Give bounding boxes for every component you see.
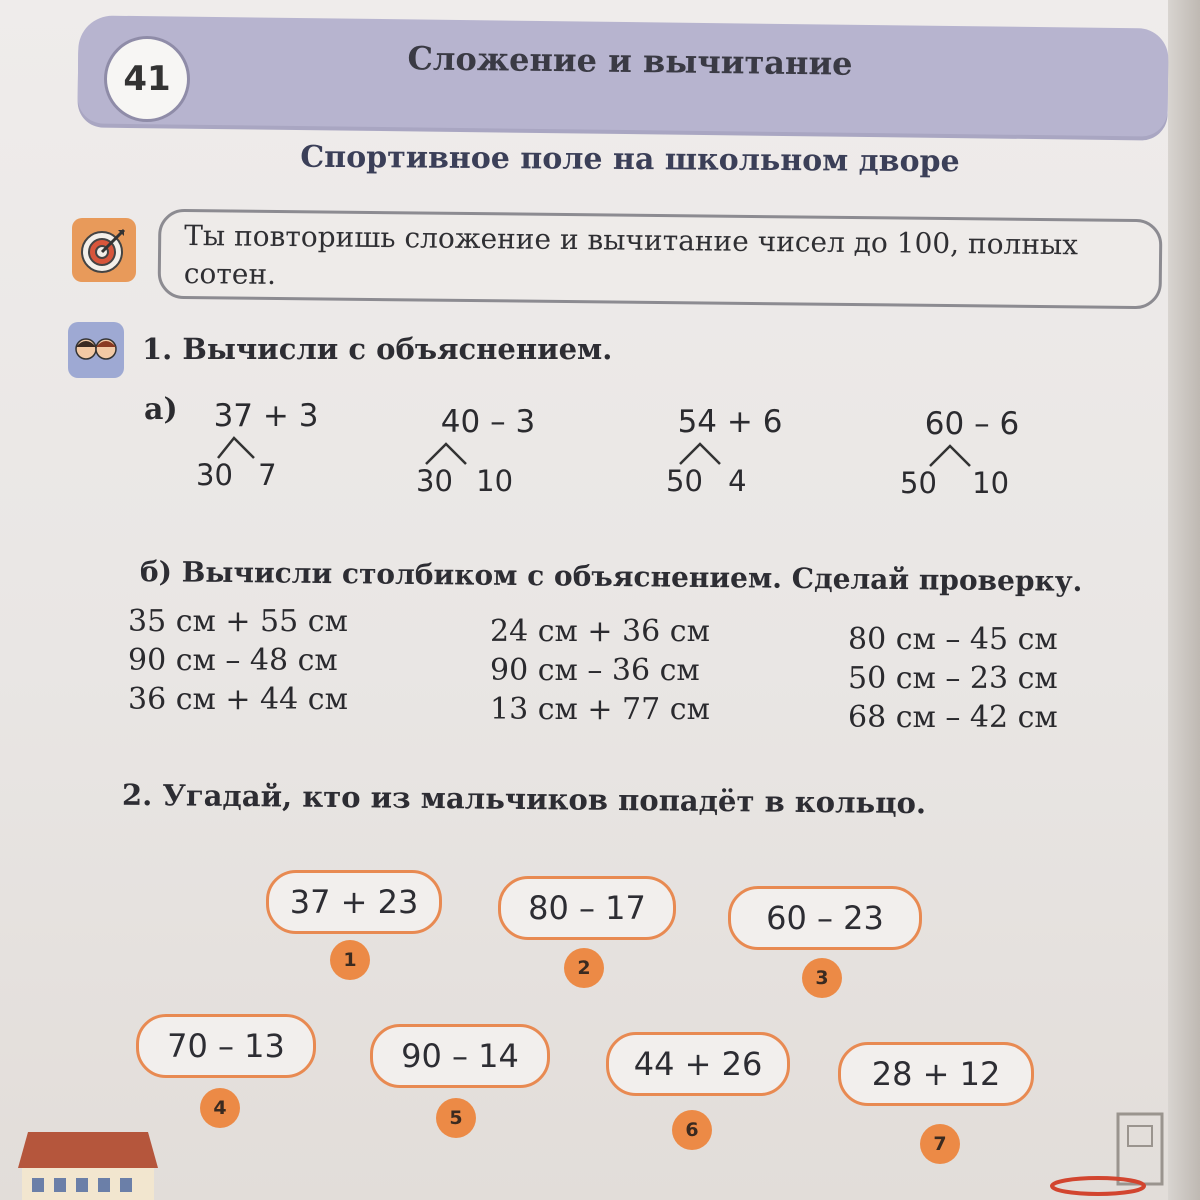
decomposition-expression: 54 + 6 xyxy=(677,404,783,440)
decomposition-parts xyxy=(166,458,366,492)
page-edge xyxy=(1168,0,1200,1200)
exercise-item: 36 см + 44 см xyxy=(128,682,348,717)
card-number-badge: 7 xyxy=(920,1124,960,1164)
expression-card-6: 44 + 26 xyxy=(606,1032,790,1096)
decomposition-part: 10 xyxy=(972,466,1010,500)
exercise-item: 90 см – 48 см xyxy=(128,643,338,678)
expression-card-2: 80 – 17 xyxy=(498,876,676,940)
decomposition-parts xyxy=(630,464,830,498)
card-number-badge: 1 xyxy=(330,940,370,980)
card-number-badge: 2 xyxy=(564,948,604,988)
decomposition-part: 30 xyxy=(416,464,453,498)
exercise-item: 80 см – 45 см xyxy=(848,622,1058,657)
part-a-label: а) xyxy=(144,392,178,427)
exercise-column-3 xyxy=(848,620,1058,737)
decomposition-item xyxy=(872,406,1072,500)
decomposition-part: 50 xyxy=(666,464,703,498)
decomposition-part: 10 xyxy=(476,464,514,498)
decomposition-part: 7 xyxy=(258,458,277,492)
page-number: 41 xyxy=(104,36,190,122)
card-number-badge: 5 xyxy=(436,1098,476,1138)
task-1-title: 1. Вычисли с объяснением. xyxy=(142,332,613,366)
decomposition-parts xyxy=(388,464,588,498)
chapter-title: Сложение и вычитание xyxy=(407,39,853,83)
card-number-badge: 4 xyxy=(200,1088,240,1128)
exercise-item: 50 см – 23 см xyxy=(848,661,1058,696)
goal-text: Ты повторишь сложение и вычитание чисел до 100, полных сотен. xyxy=(183,218,1079,291)
decomposition-parts xyxy=(872,466,1072,500)
school-building-illustration xyxy=(18,1128,158,1200)
exercise-item: 90 см – 36 см xyxy=(490,653,700,688)
split-lines xyxy=(676,440,736,466)
expression-card-1: 37 + 23 xyxy=(266,870,442,934)
expression-card-7: 28 + 12 xyxy=(838,1042,1034,1106)
split-lines xyxy=(422,440,482,466)
exercise-item: 13 см + 77 см xyxy=(490,692,710,727)
exercise-column-1 xyxy=(128,602,348,719)
decomposition-expression: 37 + 3 xyxy=(213,398,319,434)
exercise-item: 35 см + 55 см xyxy=(128,604,348,639)
card-number-badge: 6 xyxy=(672,1110,712,1150)
split-lines xyxy=(214,434,274,460)
decomposition-expression: 40 – 3 xyxy=(440,404,536,440)
exercise-item: 24 см + 36 см xyxy=(490,614,710,649)
expression-card-4: 70 – 13 xyxy=(136,1014,316,1078)
split-lines xyxy=(926,442,986,468)
pair-work-icon xyxy=(68,322,124,378)
expression-card-3: 60 – 23 xyxy=(728,886,922,950)
lesson-title: Спортивное поле на школьном дворе xyxy=(300,139,960,180)
basketball-hoop-illustration xyxy=(1048,1110,1168,1200)
exercise-column-2 xyxy=(490,612,710,729)
decomposition-part: 50 xyxy=(900,466,937,500)
card-number-badge: 3 xyxy=(802,958,842,998)
target-icon xyxy=(72,218,136,282)
decomposition-part: 30 xyxy=(196,458,233,492)
decomposition-part: 4 xyxy=(728,464,747,498)
expression-card-5: 90 – 14 xyxy=(370,1024,550,1088)
decomposition-item xyxy=(630,404,830,498)
task-2-title: 2. Угадай, кто из мальчиков попадёт в кольцо. xyxy=(121,777,927,821)
part-b-title: б) Вычисли столбиком с объяснением. Сделай проверку. xyxy=(139,555,1083,598)
decomposition-expression: 60 – 6 xyxy=(924,406,1020,442)
decomposition-item xyxy=(166,398,366,492)
decomposition-item xyxy=(388,404,588,498)
exercise-item: 68 см – 42 см xyxy=(848,700,1058,735)
